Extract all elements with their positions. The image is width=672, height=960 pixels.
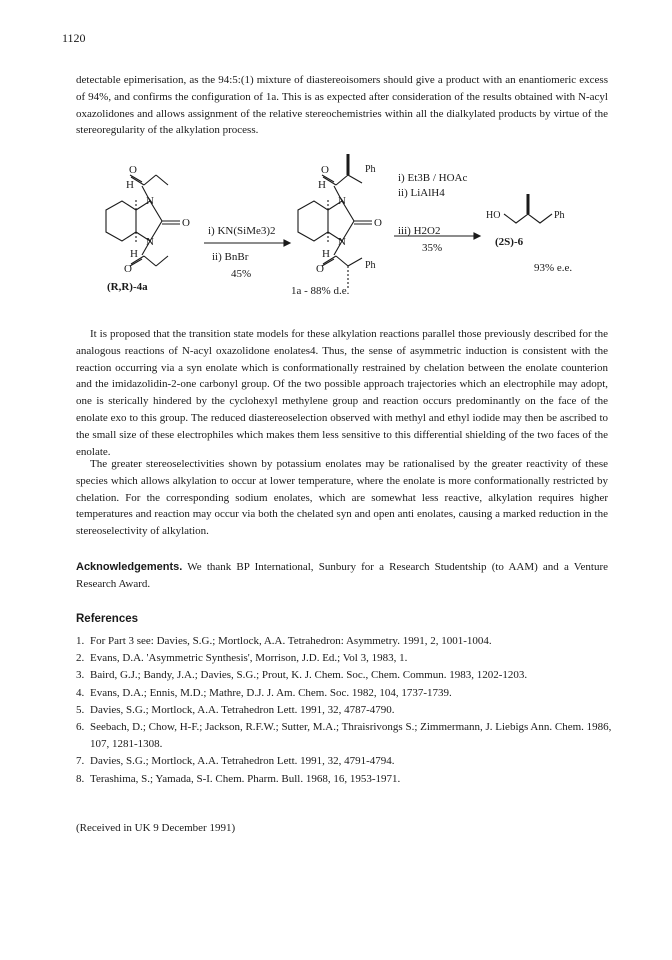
cyclohexane-ring-1 (106, 201, 136, 241)
reference-number: 3. (76, 669, 85, 682)
reference-text: Evans, D.A. 'Asymmetric Synthesis', Morrison, J.D. Ed.; Vol 3, 1983, 1. (90, 652, 408, 665)
reference-text: Baird, G.J.; Bandy, J.A.; Davies, S.G.; Prout, K. J. Chem. Soc., Chem. Commun. 1983, 1202-1203. (90, 669, 528, 682)
references-list (76, 633, 616, 788)
atom-n: N (338, 236, 346, 248)
reference-item (76, 633, 616, 650)
atom-o: O (129, 164, 137, 176)
imidazolidinone-ring-2 (328, 201, 354, 241)
atom-ph: Ph (554, 210, 565, 221)
reference-item (76, 719, 616, 753)
reference-item (76, 650, 616, 667)
page-number: 1120 (62, 31, 86, 45)
reference-item (76, 753, 616, 770)
step1-reagent-2: ii) BnBr (212, 251, 249, 263)
product-ee: 93% e.e. (534, 262, 573, 274)
acknowledgements (76, 559, 608, 593)
references-heading: References (76, 613, 139, 625)
product-chain (504, 214, 552, 223)
reference-text: Davies, S.G.; Mortlock, A.A. Tetrahedron Lett. 1991, 32, 4787-4790. (90, 703, 395, 716)
reference-text: Seebach, D.; Chow, H-F.; Jackson, R.F.W.; Sutter, M.A.; Thraisrivongs S.; Zimmermann, J. Liebigs Ann. Chem. 1986, 107, 1281-1308. (90, 721, 612, 751)
atom-n: N (146, 236, 154, 248)
reference-number: 5. (76, 703, 85, 716)
reference-text: Davies, S.G.; Mortlock, A.A. Tetrahedron Lett. 1991, 32, 4791-4794. (90, 755, 395, 768)
reference-text: Terashima, S.; Yamada, S-I. Chem. Pharm. Bull. 1968, 16, 1953-1971. (90, 772, 401, 785)
reaction-scheme-svg (76, 148, 616, 318)
reference-item (76, 685, 616, 702)
atom-o: O (182, 217, 190, 229)
step2-reagent-2: ii) LiAlH4 (398, 187, 445, 199)
atom-h: H (126, 179, 134, 191)
step1-yield: 45% (231, 268, 252, 280)
atom-n: N (146, 195, 154, 207)
cyclohexane-ring-2 (298, 201, 328, 241)
step2-yield: 35% (422, 242, 443, 254)
reference-item (76, 771, 616, 788)
step2-reagent-1: i) Et3B / HOAc (398, 172, 468, 184)
atom-h: H (318, 179, 326, 191)
reference-text: For Part 3 see: Davies, S.G.; Mortlock, A.A. Tetrahedron: Asymmetry. 1991, 2, 1001-1004. (90, 635, 492, 647)
atom-ho: HO (486, 210, 501, 221)
atom-n: N (338, 195, 346, 207)
step1-reagent-1: i) KN(SiMe3)2 (208, 225, 276, 237)
atom-ph: Ph (365, 164, 376, 175)
atom-ph: Ph (365, 260, 376, 271)
reaction-scheme (76, 148, 616, 318)
reference-number: 6. (76, 721, 85, 734)
reference-item (76, 702, 616, 719)
paragraph-potassium-enolates: The greater stereoselectivities shown by potassium enolates may be rationalised by the greater reactivity of these species which allows alkylation to occur at lower temperature, where the enolate is more conformationally restricted by chelation. For the corresponding sodium enolates, which are somewhat less reactive, alkylation requires higher temperatures and reaction may occur via both the chelated syn and open anti enolates, causing a marked reduction in the stereoselectivity of alkylation. (76, 458, 608, 538)
step2-reagent-3: iii) H2O2 (398, 225, 441, 237)
atom-h: H (322, 248, 330, 260)
reference-text: Evans, D.A.; Ennis, M.D.; Mathre, D.J. J. Am. Chem. Soc. 1982, 104, 1737-1739. (90, 686, 452, 699)
product-label: (2S)-6 (495, 236, 524, 248)
received-date: (Received in UK 9 December 1991) (76, 822, 236, 834)
paragraph-transition-state: It is proposed that the transition state models for these alkylation reactions parallel those previously described for the analogous reactions of N-acyl oxazolidone enolates4. Thus, the sense of asymmetric induction is consistent with the reaction occurring via a syn enolate which is conformationally restrained by chelation between the enolate counterion and the imidazolidin-2-one carbonyl group. Of the two possible approach trajectories which an electrophile may adopt, one is sterically hindered by the cyclohexyl methylene group and reaction occurs predominantly on the face of the enolate exo to this group. The reduced diastereoselection observed with methyl and ethyl iodide may then be ascribed to the small size of these electrophiles which makes them less sensitive to this differential shielding of the two faces of the enolate. (76, 328, 608, 458)
reference-number: 8. (76, 772, 85, 785)
reference-number: 7. (76, 755, 85, 768)
reference-item (76, 667, 616, 684)
acknowledgements-heading: Acknowledgements. (76, 561, 183, 573)
start-compound-label: (R,R)-4a (107, 281, 148, 293)
atom-o: O (316, 263, 324, 275)
atom-h: H (130, 248, 138, 260)
reference-number: 2. (76, 652, 85, 665)
paragraph-epimerisation: detectable epimerisation, as the 94:5:(1) mixture of diastereoisomers should give a product with an enantiomeric excess of 94%, and confirms the configuration of 1a. This is as expected after consideration of the results obtained with N-acyl oxazolidones and allows assignment of the relative stereochemistries within all the dialkylated products by virtue of the stereoregularity of the alkylation process. (76, 74, 608, 137)
atom-o: O (124, 263, 132, 275)
intermediate-label: 1a - 88% d.e. (291, 285, 350, 297)
imidazolidinone-ring-1 (136, 201, 162, 241)
acknowledgements-text: We thank BP International, Sunbury for a Research Studentship (to AAM) and a Venture Research Award. (76, 561, 608, 590)
atom-o: O (374, 217, 382, 229)
reference-number: 1. (76, 635, 85, 647)
reference-number: 4. (76, 686, 85, 699)
atom-o: O (321, 164, 329, 176)
